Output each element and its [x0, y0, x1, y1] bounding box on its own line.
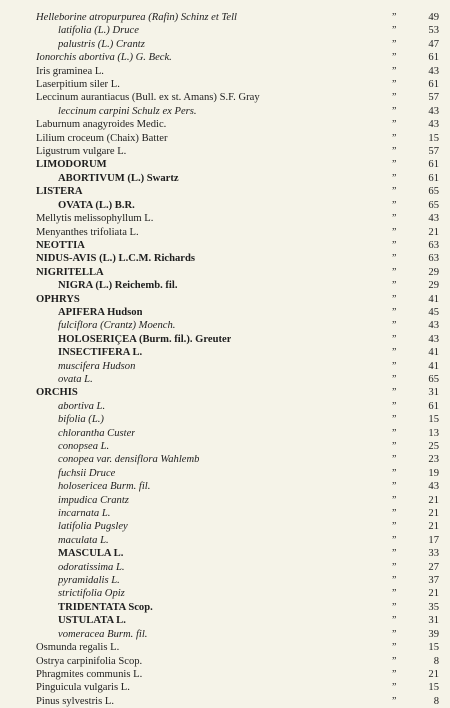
ditto-mark: ”	[392, 467, 397, 479]
ditto-mark: ”	[392, 521, 397, 533]
index-entry	[0, 400, 450, 413]
ditto-mark: ”	[392, 668, 397, 680]
ditto-mark: ”	[392, 159, 397, 171]
entry-name: Leccinum aurantiacus (Bull. ex st. Amans) S.F. Gray	[36, 92, 260, 104]
index-entry	[0, 185, 450, 198]
index-entry	[0, 293, 450, 306]
entry-name: odoratissima L.	[58, 561, 125, 573]
index-entry	[0, 105, 450, 118]
page-number: 8	[433, 695, 439, 707]
index-entry	[0, 467, 450, 480]
page-number: 45	[428, 306, 439, 318]
ditto-mark: ”	[392, 454, 397, 466]
index-entry	[0, 601, 450, 614]
ditto-mark: ”	[392, 79, 397, 91]
page-number: 35	[428, 601, 439, 613]
entry-name: ovata L.	[58, 373, 93, 385]
index-entry	[0, 668, 450, 681]
index-entry	[0, 655, 450, 668]
ditto-mark: ”	[392, 387, 397, 399]
index-entry	[0, 507, 450, 520]
entry-name: Pinus sylvestris L.	[36, 695, 114, 707]
ditto-mark: ”	[392, 38, 397, 50]
ditto-mark: ”	[392, 92, 397, 104]
page-number: 23	[428, 454, 439, 466]
page-number: 53	[428, 25, 439, 37]
ditto-mark: ”	[392, 306, 397, 318]
ditto-mark: ”	[392, 186, 397, 198]
page-number: 43	[428, 481, 439, 493]
entry-name: Menyanthes trifoliata L.	[36, 226, 139, 238]
page-number: 31	[428, 387, 439, 399]
ditto-mark: ”	[392, 333, 397, 345]
entry-name: bifolia (L.)	[58, 414, 104, 426]
ditto-mark: ”	[392, 400, 397, 412]
entry-name: Laserpitium siler L.	[36, 79, 120, 91]
page-number: 15	[428, 642, 439, 654]
entry-name: impudica Crantz	[58, 494, 129, 506]
entry-name: NIGRA (L.) Reichemb. fil.	[58, 280, 178, 292]
page-number: 21	[428, 226, 439, 238]
index-entry	[0, 360, 450, 373]
index-entry	[0, 91, 450, 104]
entry-name: holosericea Burm. fil.	[58, 481, 151, 493]
page-number: 21	[428, 588, 439, 600]
ditto-mark: ”	[392, 548, 397, 560]
index-entry	[0, 51, 450, 64]
index-entry	[0, 252, 450, 265]
entry-name: incarnata L.	[58, 508, 111, 520]
page-number: 37	[428, 575, 439, 587]
page-number: 47	[428, 38, 439, 50]
ditto-mark: ”	[392, 253, 397, 265]
page-number: 65	[428, 186, 439, 198]
entry-name: Ostrya carpinifolia Scop.	[36, 655, 143, 667]
ditto-mark: ”	[392, 575, 397, 587]
page-number: 61	[428, 400, 439, 412]
page-number: 41	[428, 360, 439, 372]
index-entry	[0, 440, 450, 453]
index-entry	[0, 78, 450, 91]
page-number: 13	[428, 427, 439, 439]
index-entry	[0, 118, 450, 131]
ditto-mark: ”	[392, 481, 397, 493]
ditto-mark: ”	[392, 320, 397, 332]
entry-name: Lilium croceum (Chaix) Batter	[36, 132, 168, 144]
page-number: 63	[428, 253, 439, 265]
index-entry	[0, 226, 450, 239]
index-entry	[0, 132, 450, 145]
index-entry	[0, 681, 450, 694]
ditto-mark: ”	[392, 588, 397, 600]
page-number: 33	[428, 548, 439, 560]
entry-name: conopsea L.	[58, 441, 110, 452]
entry-name: OPHRYS	[36, 293, 80, 305]
entry-name: Pinguicula vulgaris L.	[36, 682, 130, 694]
index-entry	[0, 386, 450, 399]
ditto-mark: ”	[392, 441, 397, 452]
page-number: 27	[428, 561, 439, 573]
entry-name: INSECTIFERA L.	[58, 347, 143, 359]
page-number: 43	[428, 320, 439, 332]
ditto-mark: ”	[392, 695, 397, 707]
ditto-mark: ”	[392, 655, 397, 667]
ditto-mark: ”	[392, 146, 397, 158]
page-number: 43	[428, 105, 439, 117]
entry-name: fulciflora (Crantz) Moench.	[58, 320, 176, 332]
entry-name: leccinum carpini Schulz ex Pers.	[58, 105, 197, 117]
entry-name: NEOTTIA	[36, 239, 85, 251]
index-entry	[0, 453, 450, 466]
page-number: 61	[428, 172, 439, 184]
index-entry	[0, 628, 450, 641]
ditto-mark: ”	[392, 266, 397, 278]
entry-name: ORCHIS	[36, 387, 78, 399]
entry-name: LIMODORUM	[36, 159, 107, 171]
entry-name: pyramidalis L.	[58, 575, 120, 587]
ditto-mark: ”	[392, 373, 397, 385]
entry-name: fuchsii Druce	[58, 467, 116, 479]
index-entry	[0, 212, 450, 225]
page-number: 31	[428, 615, 439, 627]
ditto-mark: ”	[392, 561, 397, 573]
index-entry	[0, 413, 450, 426]
index-entry	[0, 24, 450, 37]
page-number: 41	[428, 347, 439, 359]
ditto-mark: ”	[392, 105, 397, 117]
index-entry	[0, 373, 450, 386]
page-number: 43	[428, 213, 439, 225]
ditto-mark: ”	[392, 508, 397, 520]
index-entry	[0, 695, 450, 708]
ditto-mark: ”	[392, 682, 397, 694]
ditto-mark: ”	[392, 199, 397, 211]
entry-name: Ionorchis abortiva (L.) G. Beck.	[36, 52, 172, 64]
page-number: 8	[433, 655, 439, 667]
index-entry	[0, 427, 450, 440]
entry-name: USTULATA L.	[58, 615, 126, 627]
ditto-mark: ”	[392, 132, 397, 144]
index-entry	[0, 561, 450, 574]
page-number: 65	[428, 373, 439, 385]
entry-name: APIFERA Hudson	[58, 306, 143, 318]
index-entry	[0, 587, 450, 600]
ditto-mark: ”	[392, 213, 397, 225]
page-number: 29	[428, 266, 439, 278]
entry-name: Ligustrum vulgare L.	[36, 146, 127, 158]
page-number: 61	[428, 159, 439, 171]
entry-name: abortiva L.	[58, 400, 106, 412]
index-entry	[0, 574, 450, 587]
index-entry	[0, 158, 450, 171]
page-number: 15	[428, 682, 439, 694]
entry-name: chlorantha Custer	[58, 427, 136, 439]
page-number: 15	[428, 414, 439, 426]
entry-name: vomeracea Burm. fil.	[58, 628, 148, 640]
entry-name: NIGRITELLA	[36, 266, 104, 278]
page-number: 61	[428, 79, 439, 91]
index-entry	[0, 266, 450, 279]
entry-name: Iris graminea L.	[36, 65, 104, 77]
entry-name: HOLOSERIÇEA (Burm. fil.). Greuter	[58, 333, 232, 345]
page-number: 29	[428, 280, 439, 292]
page-number: 61	[428, 52, 439, 64]
ditto-mark: ”	[392, 601, 397, 613]
ditto-mark: ”	[392, 12, 397, 23]
entry-name: Laburnum anagyroides Medic.	[36, 119, 167, 131]
ditto-mark: ”	[392, 280, 397, 292]
ditto-mark: ”	[392, 293, 397, 305]
entry-name: Phragmites communis L.	[36, 668, 143, 680]
index-entry	[0, 520, 450, 533]
page-number: 49	[428, 12, 439, 23]
ditto-mark: ”	[392, 172, 397, 184]
ditto-mark: ”	[392, 360, 397, 372]
entry-name: TRIDENTATA Scop.	[58, 601, 153, 613]
ditto-mark: ”	[392, 226, 397, 238]
page-number: 15	[428, 132, 439, 144]
entry-name: NIDUS-AVIS (L.) L.C.M. Richards	[36, 253, 196, 265]
entry-name: Osmunda regalis L.	[36, 642, 120, 654]
index-entry	[0, 306, 450, 319]
index-entry	[0, 38, 450, 51]
index-entry	[0, 641, 450, 654]
page-number: 39	[428, 628, 439, 640]
entry-name: latifolia Pugsley	[58, 521, 128, 533]
ditto-mark: ”	[392, 534, 397, 546]
page-number: 43	[428, 333, 439, 345]
index-entry	[0, 480, 450, 493]
page-number: 57	[428, 92, 439, 104]
entry-name: palustris (L.) Crantz	[58, 38, 145, 50]
page-number: 65	[428, 199, 439, 211]
index-entry	[0, 494, 450, 507]
index-entry	[0, 614, 450, 627]
index-entry	[0, 172, 450, 185]
entry-name: muscifera Hudson	[58, 360, 136, 372]
index-entry	[0, 65, 450, 78]
page-number: 41	[428, 293, 439, 305]
ditto-mark: ”	[392, 427, 397, 439]
entry-name: conopea var. densiflora Wahlemb	[58, 454, 200, 466]
page-number: 43	[428, 65, 439, 77]
ditto-mark: ”	[392, 25, 397, 37]
entry-name: strictifolia Opiz	[58, 588, 125, 600]
entry-name: LISTERA	[36, 186, 83, 198]
page-number: 63	[428, 239, 439, 251]
page-number: 21	[428, 521, 439, 533]
ditto-mark: ”	[392, 119, 397, 131]
page-number: 25	[428, 441, 439, 452]
ditto-mark: ”	[392, 494, 397, 506]
index-entry	[0, 145, 450, 158]
ditto-mark: ”	[392, 65, 397, 77]
index-entry	[0, 534, 450, 547]
entry-name: OVATA (L.) B.R.	[58, 199, 135, 211]
page-number: 19	[428, 467, 439, 479]
index-entry	[0, 11, 450, 24]
entry-name: latifolia (L.) Druce	[58, 25, 139, 37]
page-number: 17	[428, 534, 439, 546]
entry-name: Mellytis melissophyllum L.	[36, 213, 154, 225]
ditto-mark: ”	[392, 52, 397, 64]
ditto-mark: ”	[392, 239, 397, 251]
index-entry	[0, 333, 450, 346]
index-entry	[0, 547, 450, 560]
entry-name: Helleborine atropurpurea (Rafin) Schinz et Tell	[36, 12, 237, 23]
index-entry	[0, 199, 450, 212]
page-number: 21	[428, 508, 439, 520]
page-number: 21	[428, 494, 439, 506]
entry-name: ABORTIVUM (L.) Swartz	[58, 172, 179, 184]
ditto-mark: ”	[392, 347, 397, 359]
index-entry	[0, 239, 450, 252]
index-entry	[0, 319, 450, 332]
ditto-mark: ”	[392, 642, 397, 654]
page-number: 43	[428, 119, 439, 131]
index-entry	[0, 346, 450, 359]
index-entry	[0, 279, 450, 292]
ditto-mark: ”	[392, 615, 397, 627]
entry-name: maculata L.	[58, 534, 109, 546]
page-number: 57	[428, 146, 439, 158]
page-number: 21	[428, 668, 439, 680]
ditto-mark: ”	[392, 414, 397, 426]
index-list	[0, 11, 450, 708]
entry-name: MASCULA L.	[58, 548, 124, 560]
ditto-mark: ”	[392, 628, 397, 640]
